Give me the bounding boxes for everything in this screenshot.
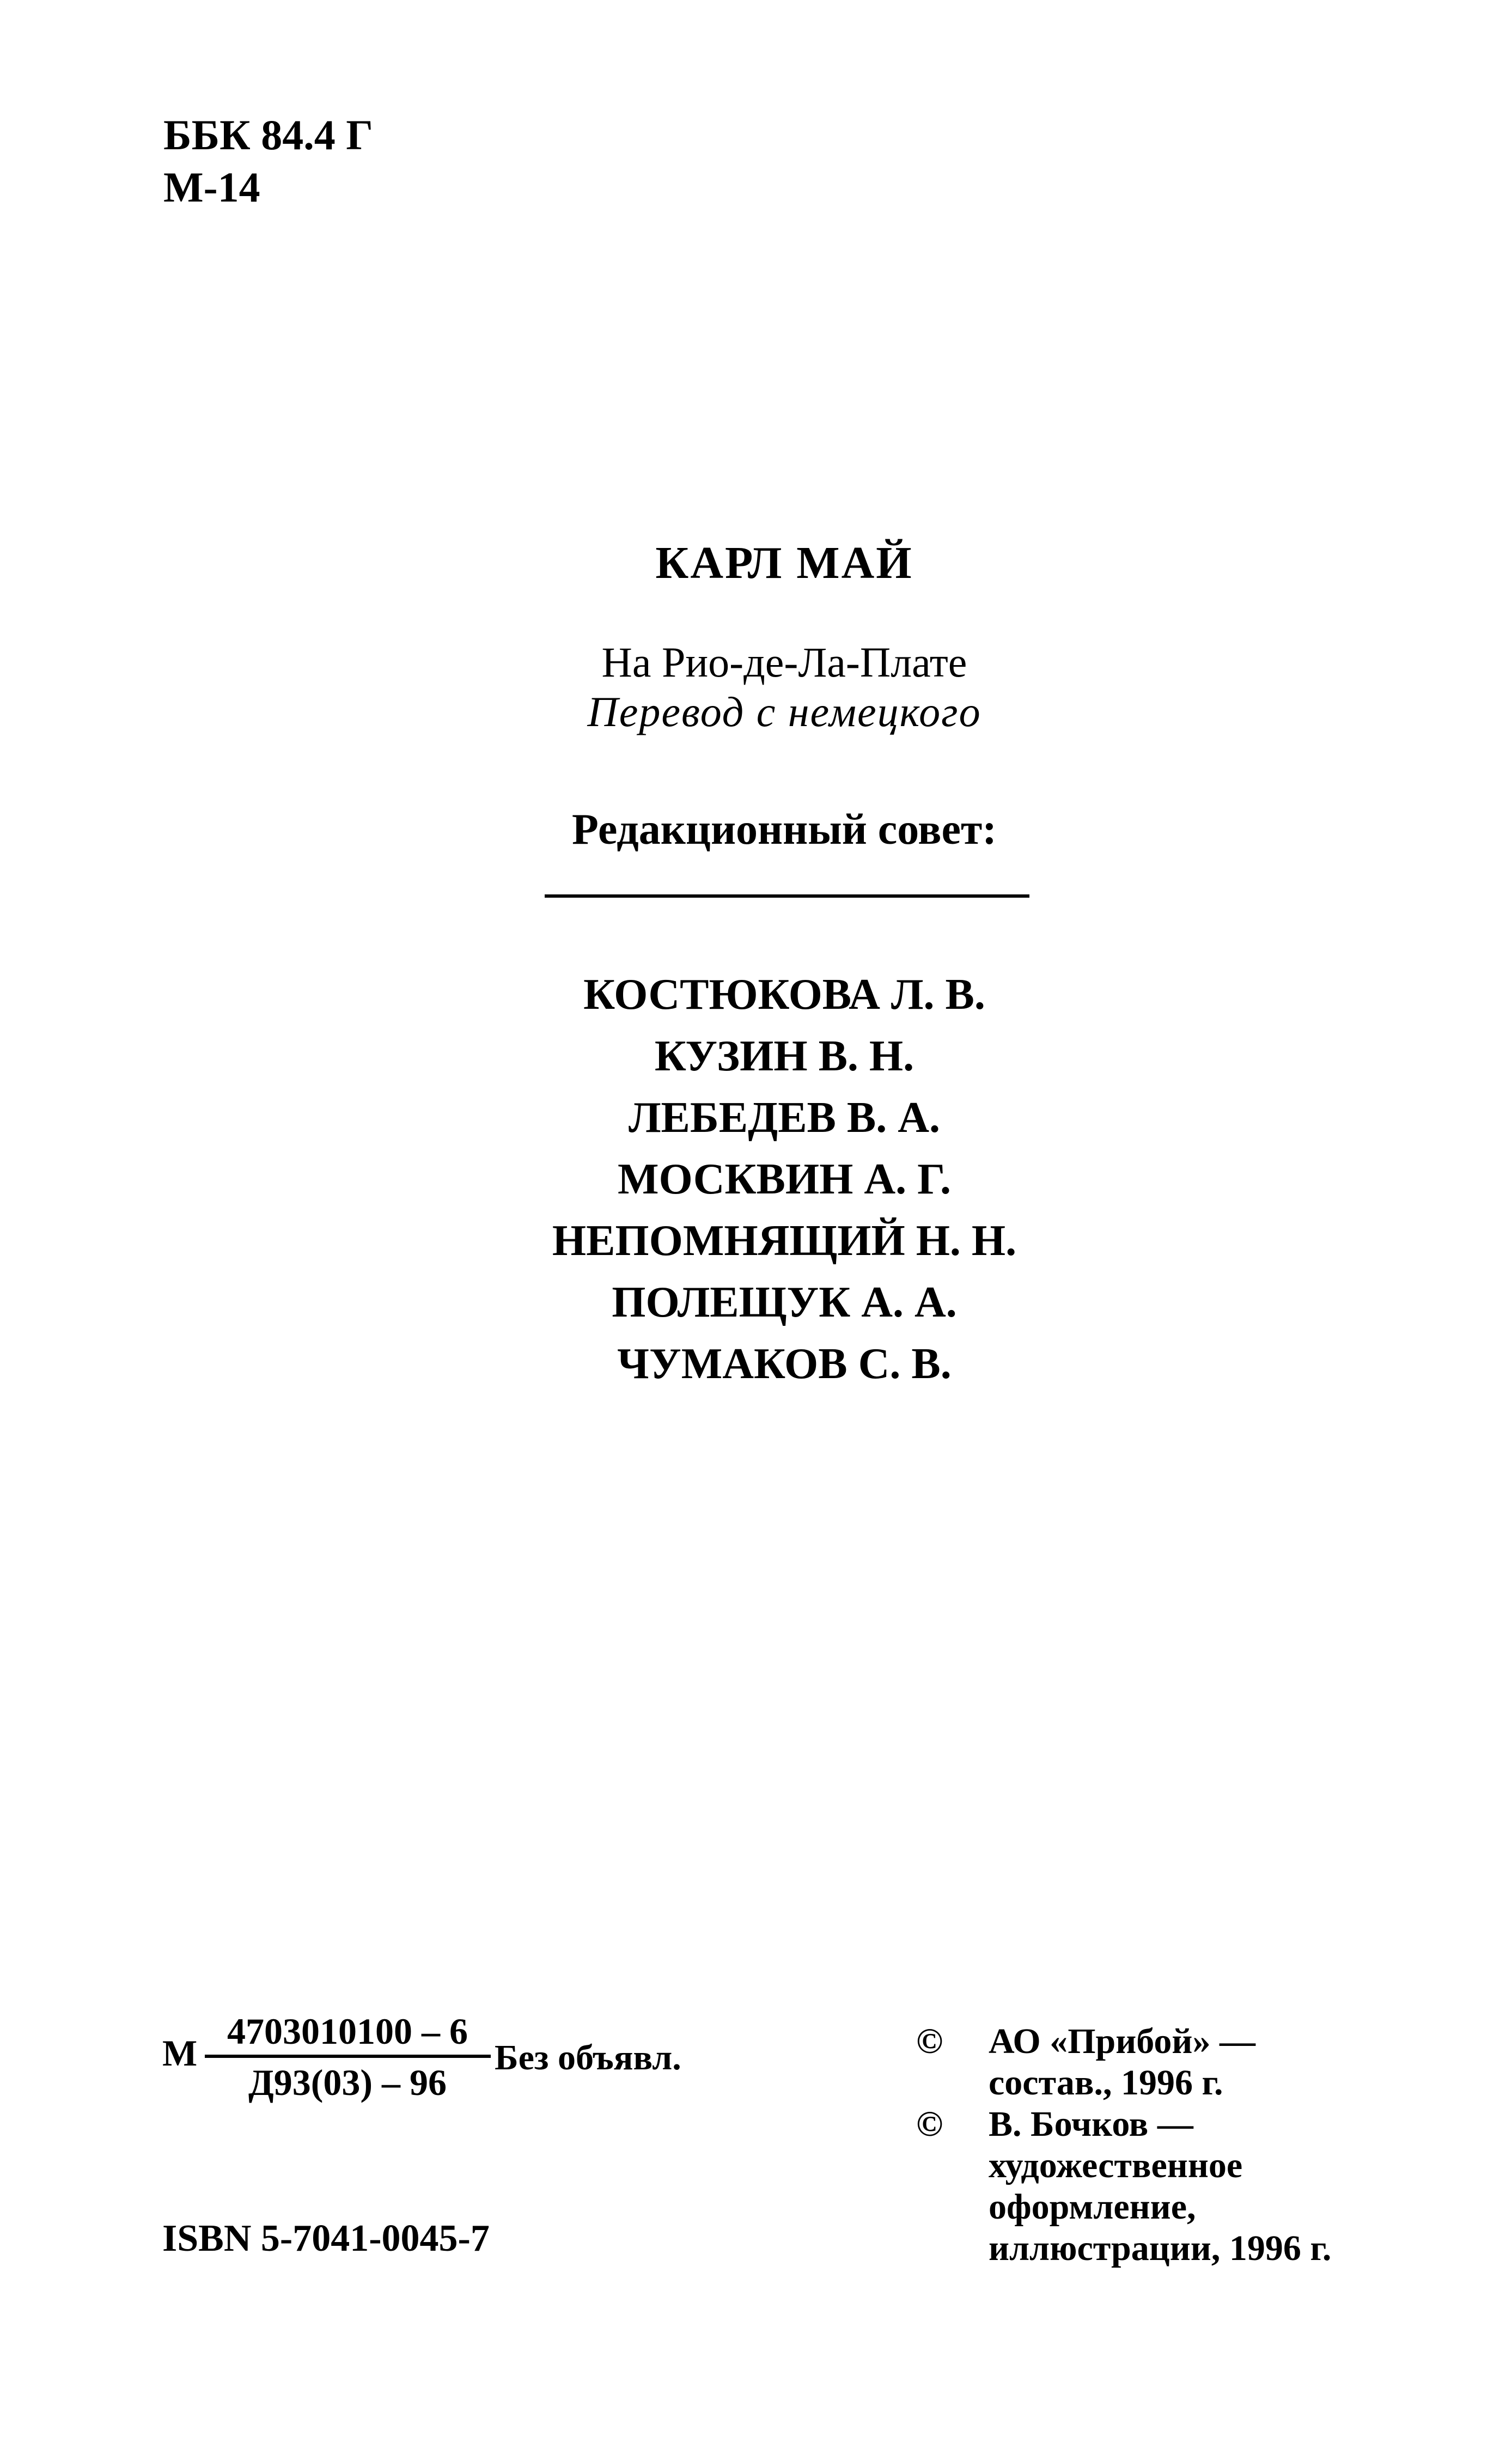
author-mark: М-14: [163, 163, 260, 211]
index-letter: М: [162, 2032, 198, 2074]
publication-index: [162, 2011, 761, 2124]
copyright-line: иллюстрации, 1996 г.: [989, 2228, 1332, 2268]
divider-line: [545, 894, 1029, 898]
copyright-line: состав., 1996 г.: [989, 2063, 1223, 2103]
copyright-entry: [915, 2021, 1460, 2104]
board-member: ПОЛЕЩУК А. А.: [612, 1278, 957, 1326]
index-numerator: 4703010100 – 6: [227, 2011, 468, 2052]
editorial-board-label: Редакционный совет:: [572, 806, 997, 854]
index-denominator: Д93(03) – 96: [248, 2062, 447, 2103]
copyright-symbol: ©: [916, 2021, 943, 2061]
copyright-symbol: ©: [916, 2104, 943, 2144]
copyright-line: оформление,: [989, 2187, 1196, 2227]
copyright-entry: [915, 2104, 1460, 2269]
board-member: НЕПОМНЯЩИЙ Н. Н.: [552, 1217, 1017, 1265]
index-note: Без объявл.: [495, 2038, 681, 2078]
board-member: КОСТЮКОВА Л. В.: [583, 971, 985, 1019]
translation-note: Перевод с немецкого: [587, 688, 981, 735]
fraction-line: [205, 2055, 491, 2058]
copyright-line: В. Бочков —: [989, 2104, 1193, 2144]
board-member: КУЗИН В. Н.: [654, 1032, 914, 1080]
editorial-board-list: [0, 964, 1512, 1395]
classification-block: [163, 109, 373, 214]
book-title: На Рио-де-Ла-Плате: [601, 638, 967, 686]
board-member: ЧУМАКОВ С. В.: [617, 1340, 952, 1388]
board-member: МОСКВИН А. Г.: [618, 1155, 951, 1203]
copyright-line: художественное: [989, 2146, 1243, 2185]
isbn: ISBN 5-7041-0045-7: [162, 2218, 490, 2259]
copyright-block: [915, 2021, 1460, 2269]
bbk-code: ББК 84.4 Г: [163, 111, 373, 159]
author-name: КАРЛ МАЙ: [655, 538, 913, 588]
board-member: ЛЕБЕДЕВ В. А.: [628, 1094, 941, 1142]
copyright-line: АО «Прибой» —: [989, 2021, 1255, 2061]
